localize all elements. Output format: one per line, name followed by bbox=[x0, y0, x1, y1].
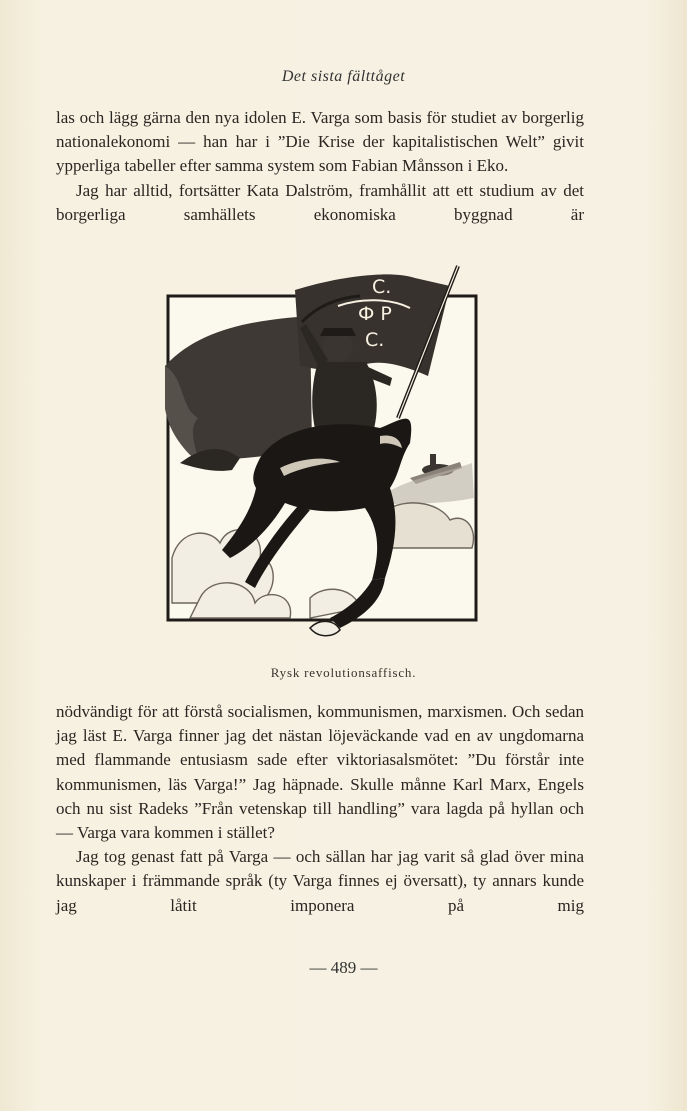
paragraph: las och lägg gärna den nya idolen E. Varga som basis för studiet av borgerlig nationalekonomi — han har i ”Die Krise der kapitalistischen Welt” givit ypperliga tabeller efter samma system som Fabian Månsson i Eko. bbox=[56, 108, 584, 176]
running-head: Det sista fälttåget bbox=[281, 68, 406, 85]
hoof bbox=[310, 621, 340, 635]
text-block-bottom bbox=[56, 700, 584, 942]
paragraph: Jag tog genast fatt på Varga — och sällan har jag varit så glad över mina kunskaper i främmande språk (ty Varga finnes ej översatt), ty annars kunde jag låtit imponera på mig bbox=[56, 847, 584, 915]
poster-illustration bbox=[160, 258, 490, 658]
paragraph: nödvändigt för att förstå socialismen, kommunismen, marxismen. Och sedan jag läst E. Varga finner jag det nästan löjeväckande vad en av ungdomarna med flammande entusiasm sade efter viktoriasalsmötet: ”Du förstår inte kommunismen, läs Varga!” Jag häpnade. Skulle månne Karl Marx, Engels och nu sist Radeks ”Från vetenskap till handling” vara lagda på hyllan och — Varga vara kommen i stället? bbox=[56, 702, 584, 843]
flag-letter: Ф Р bbox=[358, 303, 392, 325]
paragraph: Jag har alltid, fortsätter Kata Dalström, framhållit att ett studium av det borgerliga samhällets ekonomiska byggnad är bbox=[56, 180, 584, 224]
flag-letter: С. bbox=[372, 276, 392, 298]
figure-caption: Rysk revolutionsaffisch. bbox=[270, 665, 417, 680]
flag-letter: С. bbox=[365, 329, 385, 351]
text-block-top bbox=[56, 106, 584, 251]
page-number: — 489 — bbox=[309, 958, 378, 977]
rider-with-flag-illustration bbox=[160, 258, 490, 658]
